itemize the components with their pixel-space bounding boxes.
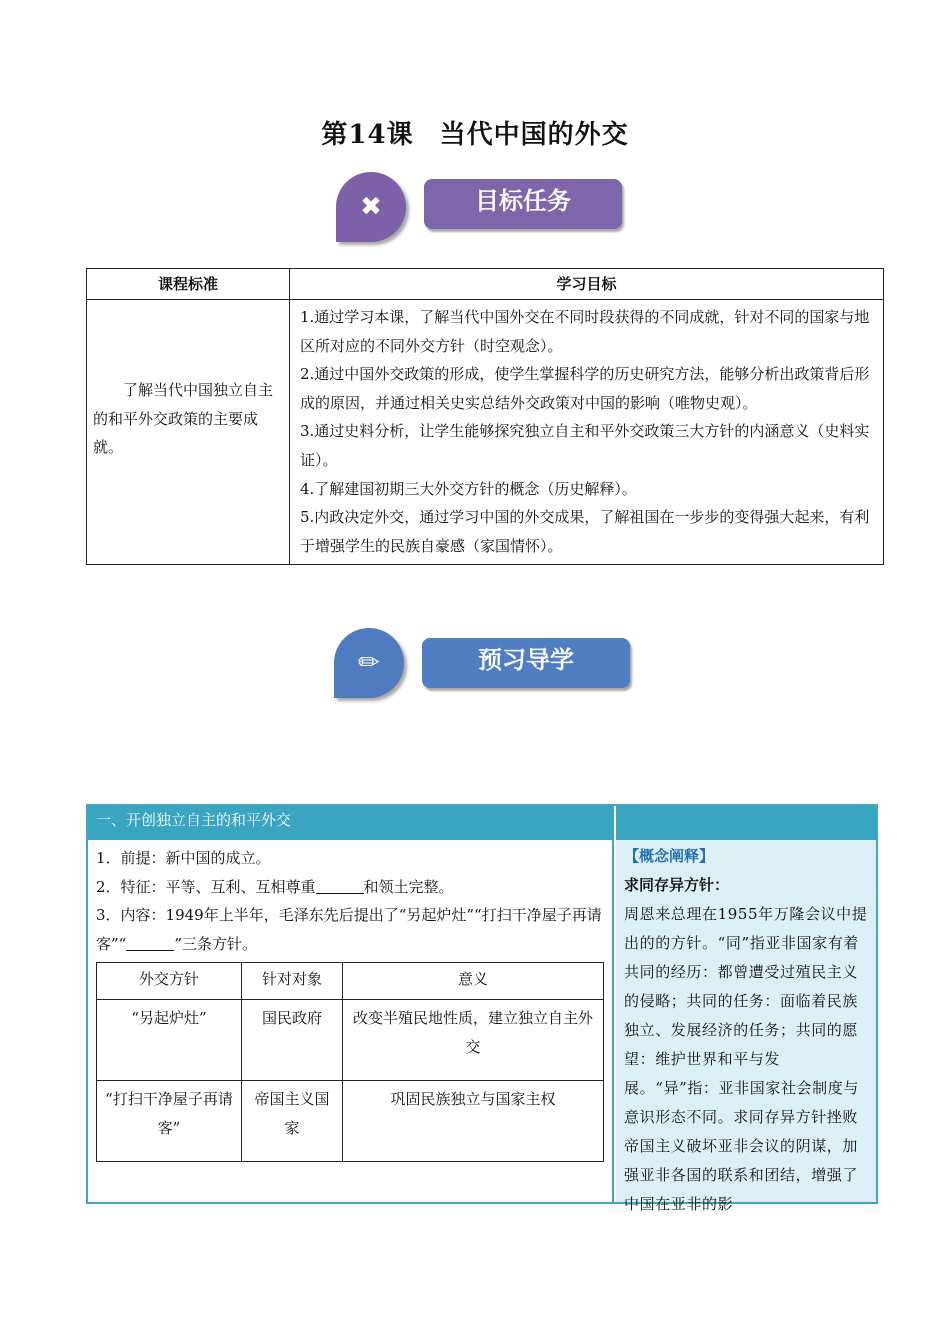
preview-content xyxy=(88,840,614,1202)
preview-item-2 xyxy=(96,873,612,902)
item2-text-before: 2．特征：平等、互利、互相尊重 xyxy=(96,877,316,896)
preview-banner-label: 预习导学 xyxy=(422,638,630,688)
concept-sidebar xyxy=(616,840,876,1213)
policy-header: 意义 xyxy=(343,963,604,1000)
preview-section xyxy=(86,804,878,1213)
lesson-number: 第14课 xyxy=(321,120,414,150)
preview-item-1: 1．前提：新中国的成立。 xyxy=(96,849,271,867)
policy-cell: 改变半殖民地性质，建立独立自主外交 xyxy=(343,1000,604,1081)
objective-item: 1.通过学习本课，了解当代中国外交在不同时段获得的不同成就，针对不同的国家与地区所对应的不同外交方针（时空观念）。 xyxy=(300,308,870,355)
policy-cell: “另起炉灶” xyxy=(97,1000,242,1081)
page-title xyxy=(0,114,950,151)
objective-item: 5.内政决定外交，通过学习中国的外交成果，了解祖国在一步步的变得强大起来，有利于增强学生的民族自豪感（家国情怀）。 xyxy=(300,508,870,555)
course-standard-cell xyxy=(87,300,290,565)
policy-cell: 国民政府 xyxy=(242,1000,343,1081)
fill-blank-1[interactable] xyxy=(316,877,364,894)
goals-header-standard: 课程标准 xyxy=(87,269,290,300)
policy-cell: 巩固民族独立与国家主权 xyxy=(343,1081,604,1162)
item2-text-after: 和领土完整。 xyxy=(363,877,454,896)
lesson-name: 当代中国的外交 xyxy=(439,120,629,150)
policy-table xyxy=(96,962,604,1162)
goals-table xyxy=(86,268,884,565)
objective-item: 2.通过中国外交政策的形成，使学生掌握科学的历史研究方法，能够分析出政策背后形成的原因，并通过相关史实总结外交政策对中国的影响（唯物史观）。 xyxy=(300,365,870,412)
goals-banner-label: 目标任务 xyxy=(424,179,622,229)
objective-item: 3.通过史料分析，让学生能够探究独立自主和平外交政策三大方针的内涵意义（史料实证）。 xyxy=(300,422,870,469)
concept-body: 周恩来总理在1955年万隆会议中提出的的方针。“同”指亚非国家有着共同的经历：都曾遭受过殖民主义的侵略；共同的任务：面临着民族独立、发展经济的任务；共同的愿望：维护世界和平与发展。“异”指：亚非国家社会制度与意识形态不同。求同存异方针挫败帝国主义破坏亚非会议的阴谋，加强亚非各国的联系和团结，增强了中国在亚非的影 xyxy=(624,905,868,1213)
close-x-icon: ✖ xyxy=(336,172,406,242)
preview-section-header xyxy=(88,806,876,840)
objective-item: 4.了解建国初期三大外交方针的概念（历史解释）。 xyxy=(300,479,637,498)
policy-cell: 帝国主义国家 xyxy=(242,1081,343,1162)
policy-header: 针对对象 xyxy=(242,963,343,1000)
pencil-icon: ✏ xyxy=(334,628,404,698)
preview-item-3 xyxy=(96,901,612,958)
item3-text-after: ”三条方针。 xyxy=(174,934,258,953)
policy-header: 外交方针 xyxy=(97,963,242,1000)
learning-objectives-cell xyxy=(290,300,884,565)
course-standard-text: 了解当代中国独立自主的和平外交政策的主要成就。 xyxy=(93,381,274,457)
goals-header-objectives: 学习目标 xyxy=(290,269,884,300)
fill-blank-2[interactable] xyxy=(126,934,174,951)
item3-text-before: 3．内容：1949年上半年，毛泽东先后提出了“另起炉灶”“打扫干净屋子再请客”“ xyxy=(96,906,602,953)
concept-title: 求同存异方针： xyxy=(624,876,730,894)
concept-tag: 【概念阐释】 xyxy=(624,847,715,865)
preview-section-title: 一、开创独立自主的和平外交 xyxy=(96,811,292,829)
policy-cell: “打扫干净屋子再请客” xyxy=(97,1081,242,1162)
header-divider xyxy=(614,806,616,840)
